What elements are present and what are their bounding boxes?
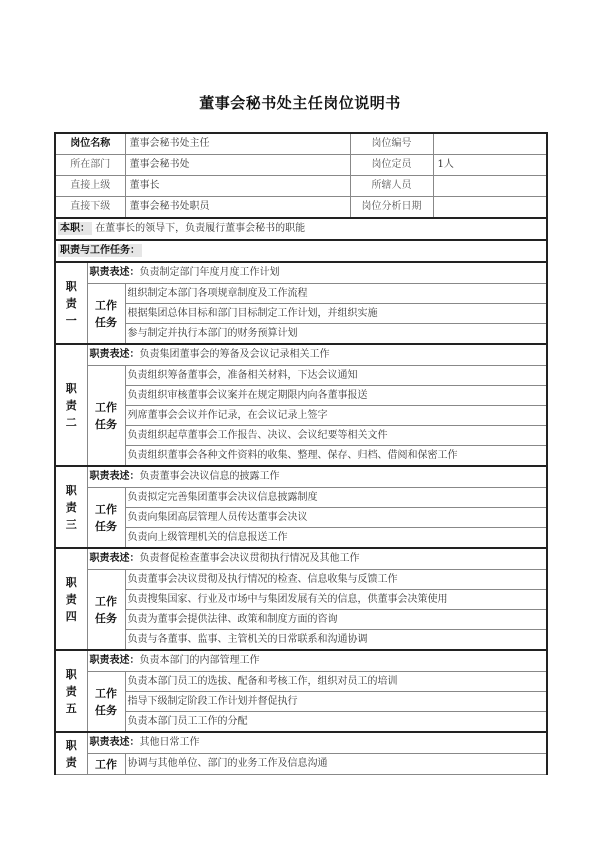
info-value: 董事长 bbox=[125, 176, 350, 197]
duty-label-char: 职 bbox=[65, 575, 77, 589]
task-row bbox=[55, 570, 547, 590]
info-value: 1人 bbox=[433, 155, 547, 176]
task-item: 负责董事会决议贯彻及执行情况的检查、信息收集与反馈工作 bbox=[125, 570, 547, 590]
task-label-line: 工作 bbox=[95, 757, 117, 771]
info-label: 直接上级 bbox=[55, 176, 125, 197]
duty-label-char: 职 bbox=[65, 279, 77, 293]
duty-number-label bbox=[55, 548, 87, 650]
task-label-line: 工作 bbox=[95, 400, 117, 414]
task-row bbox=[55, 284, 547, 304]
task-row bbox=[55, 406, 547, 426]
task-label-line: 任务 bbox=[95, 417, 117, 431]
duty-statement-row bbox=[55, 732, 547, 754]
duty-statement-cell bbox=[87, 344, 547, 366]
task-row bbox=[55, 672, 547, 692]
duty-statement-cell bbox=[87, 650, 547, 672]
duty-label-char: 五 bbox=[65, 701, 77, 715]
task-label bbox=[87, 570, 125, 651]
task-row bbox=[55, 324, 547, 345]
duty-statement-cell bbox=[87, 548, 547, 570]
info-label: 岗位定员 bbox=[350, 155, 433, 176]
task-item: 负责为董事会提供法律、政策和制度方面的咨询 bbox=[125, 610, 547, 630]
task-row bbox=[55, 426, 547, 446]
task-label bbox=[87, 672, 125, 733]
duty-label-char: 三 bbox=[65, 517, 77, 531]
task-item: 负责组织筹备董事会，准备相关材料，下达会议通知 bbox=[125, 366, 547, 386]
duty-statement-row bbox=[55, 548, 547, 570]
duty-label-char: 责 bbox=[65, 500, 77, 514]
duty-label-char: 二 bbox=[65, 415, 77, 429]
task-row bbox=[55, 488, 547, 508]
duty-statement-label: 职责表述： bbox=[89, 349, 140, 360]
main-duty-cell bbox=[55, 218, 547, 240]
duty-statement-label: 职责表述： bbox=[89, 471, 140, 482]
duty-number-label bbox=[55, 650, 87, 732]
duty-label-char: 职 bbox=[65, 667, 77, 681]
task-item: 负责与各董事、监事、主管机关的日常联系和沟通协调 bbox=[125, 630, 547, 651]
task-label-line: 任务 bbox=[95, 611, 117, 625]
page-title: 董事会秘书处主任岗位说明书 bbox=[199, 94, 401, 112]
section-header-row bbox=[55, 240, 547, 262]
task-item: 负责本部门员工工作的分配 bbox=[125, 712, 547, 733]
task-item: 负责组织审核董事会议案并在规定期限内向各董事报送 bbox=[125, 386, 547, 406]
duty-statement-cell bbox=[87, 732, 547, 754]
duty-statement-label: 职责表述： bbox=[89, 655, 140, 666]
task-row bbox=[55, 446, 547, 467]
duty-statement-label: 职责表述： bbox=[89, 553, 140, 564]
task-label-line: 工作 bbox=[95, 686, 117, 700]
info-label: 岗位编号 bbox=[350, 133, 433, 155]
duty-statement-text: 负责董事会决议信息的披露工作 bbox=[139, 471, 280, 482]
info-label: 所辖人员 bbox=[350, 176, 433, 197]
info-row bbox=[55, 176, 547, 197]
duty-label-char: 职 bbox=[65, 738, 77, 752]
info-row bbox=[55, 155, 547, 176]
task-label-line: 任务 bbox=[95, 519, 117, 533]
task-item: 根据集团总体目标和部门目标制定工作计划，并组织实施 bbox=[125, 304, 547, 324]
task-item: 负责搜集国家、行业及市场中与集团发展有关的信息，供董事会决策使用 bbox=[125, 590, 547, 610]
task-item: 参与制定并执行本部门的财务预算计划 bbox=[125, 324, 547, 345]
task-item: 负责向上级管理机关的信息报送工作 bbox=[125, 528, 547, 549]
task-row bbox=[55, 692, 547, 712]
task-item: 列席董事会会议并作记录，在会议记录上签字 bbox=[125, 406, 547, 426]
section-header: 职责与工作任务： bbox=[60, 245, 140, 256]
task-label bbox=[87, 488, 125, 549]
task-item: 负责组织起草董事会工作报告、决议、会议纪要等相关文件 bbox=[125, 426, 547, 446]
task-row bbox=[55, 508, 547, 528]
duty-number-label bbox=[55, 732, 87, 775]
task-label-line: 任务 bbox=[95, 315, 117, 329]
duty-label-char: 职 bbox=[65, 381, 77, 395]
duty-statement-row bbox=[55, 466, 547, 488]
duty-statement-text: 其他日常工作 bbox=[139, 737, 200, 748]
duty-number-label bbox=[55, 262, 87, 344]
task-label bbox=[87, 366, 125, 467]
info-label: 所在部门 bbox=[55, 155, 125, 176]
job-description-table bbox=[54, 132, 548, 775]
task-row bbox=[55, 754, 547, 775]
task-row bbox=[55, 712, 547, 733]
duty-number-label bbox=[55, 466, 87, 548]
duty-label-char: 责 bbox=[65, 684, 77, 698]
task-label bbox=[87, 754, 125, 775]
duty-statement-row bbox=[55, 262, 547, 284]
main-duty-text: 在董事长的领导下，负责履行董事会秘书的职能 bbox=[95, 223, 306, 234]
duty-label-char: 职 bbox=[65, 483, 77, 497]
task-item: 组织制定本部门各项规章制度及工作流程 bbox=[125, 284, 547, 304]
info-value bbox=[433, 133, 547, 155]
info-label: 岗位分析日期 bbox=[350, 197, 433, 219]
duty-statement-label: 职责表述： bbox=[89, 737, 140, 748]
duty-statement-text: 负责制定部门年度月度工作计划 bbox=[139, 267, 280, 278]
duty-statement-text: 负责本部门的内部管理工作 bbox=[139, 655, 260, 666]
duty-statement-text: 负责集团董事会的筹备及会议记录相关工作 bbox=[139, 349, 330, 360]
info-value bbox=[433, 197, 547, 219]
duty-label-char: 四 bbox=[65, 609, 77, 623]
task-item: 负责向集团高层管理人员传达董事会决议 bbox=[125, 508, 547, 528]
info-label: 岗位名称 bbox=[55, 133, 125, 155]
info-row bbox=[55, 133, 547, 155]
duty-label-char: 责 bbox=[65, 755, 77, 769]
task-row bbox=[55, 528, 547, 549]
duty-statement-text: 负责督促检查董事会决议贯彻执行情况及其他工作 bbox=[139, 553, 360, 564]
task-row bbox=[55, 386, 547, 406]
duty-label-char: 责 bbox=[65, 398, 77, 412]
section-header-cell bbox=[55, 240, 547, 262]
info-label: 直接下级 bbox=[55, 197, 125, 219]
duty-statement-label: 职责表述： bbox=[89, 267, 140, 278]
task-label bbox=[87, 284, 125, 345]
task-row bbox=[55, 590, 547, 610]
duty-number-label bbox=[55, 344, 87, 466]
task-label-line: 工作 bbox=[95, 502, 117, 516]
duty-statement-cell bbox=[87, 466, 547, 488]
task-row bbox=[55, 366, 547, 386]
task-label-line: 工作 bbox=[95, 298, 117, 312]
info-value: 董事会秘书处主任 bbox=[125, 133, 350, 155]
duty-label-char: 一 bbox=[65, 313, 77, 327]
task-item: 指导下级制定阶段工作计划并督促执行 bbox=[125, 692, 547, 712]
duty-statement-row bbox=[55, 344, 547, 366]
task-row bbox=[55, 304, 547, 324]
task-item: 协调与其他单位、部门的业务工作及信息沟通 bbox=[125, 754, 547, 775]
info-value: 董事会秘书处职员 bbox=[125, 197, 350, 219]
task-row bbox=[55, 610, 547, 630]
task-item: 负责组织董事会各种文件资料的收集、整理、保存、归档、借阅和保密工作 bbox=[125, 446, 547, 467]
main-duty-label: 本职： bbox=[60, 223, 90, 234]
duty-label-char: 责 bbox=[65, 296, 77, 310]
info-row bbox=[55, 197, 547, 219]
info-value: 董事会秘书处 bbox=[125, 155, 350, 176]
task-row bbox=[55, 630, 547, 651]
task-label-line: 任务 bbox=[95, 703, 117, 717]
main-duty-row bbox=[55, 218, 547, 240]
info-value bbox=[433, 176, 547, 197]
duty-statement-cell bbox=[87, 262, 547, 284]
duty-label-char: 责 bbox=[65, 592, 77, 606]
task-item: 负责拟定完善集团董事会决议信息披露制度 bbox=[125, 488, 547, 508]
duty-statement-row bbox=[55, 650, 547, 672]
task-label-line: 工作 bbox=[95, 594, 117, 608]
task-item: 负责本部门员工的选拔、配备和考核工作，组织对员工的培训 bbox=[125, 672, 547, 692]
